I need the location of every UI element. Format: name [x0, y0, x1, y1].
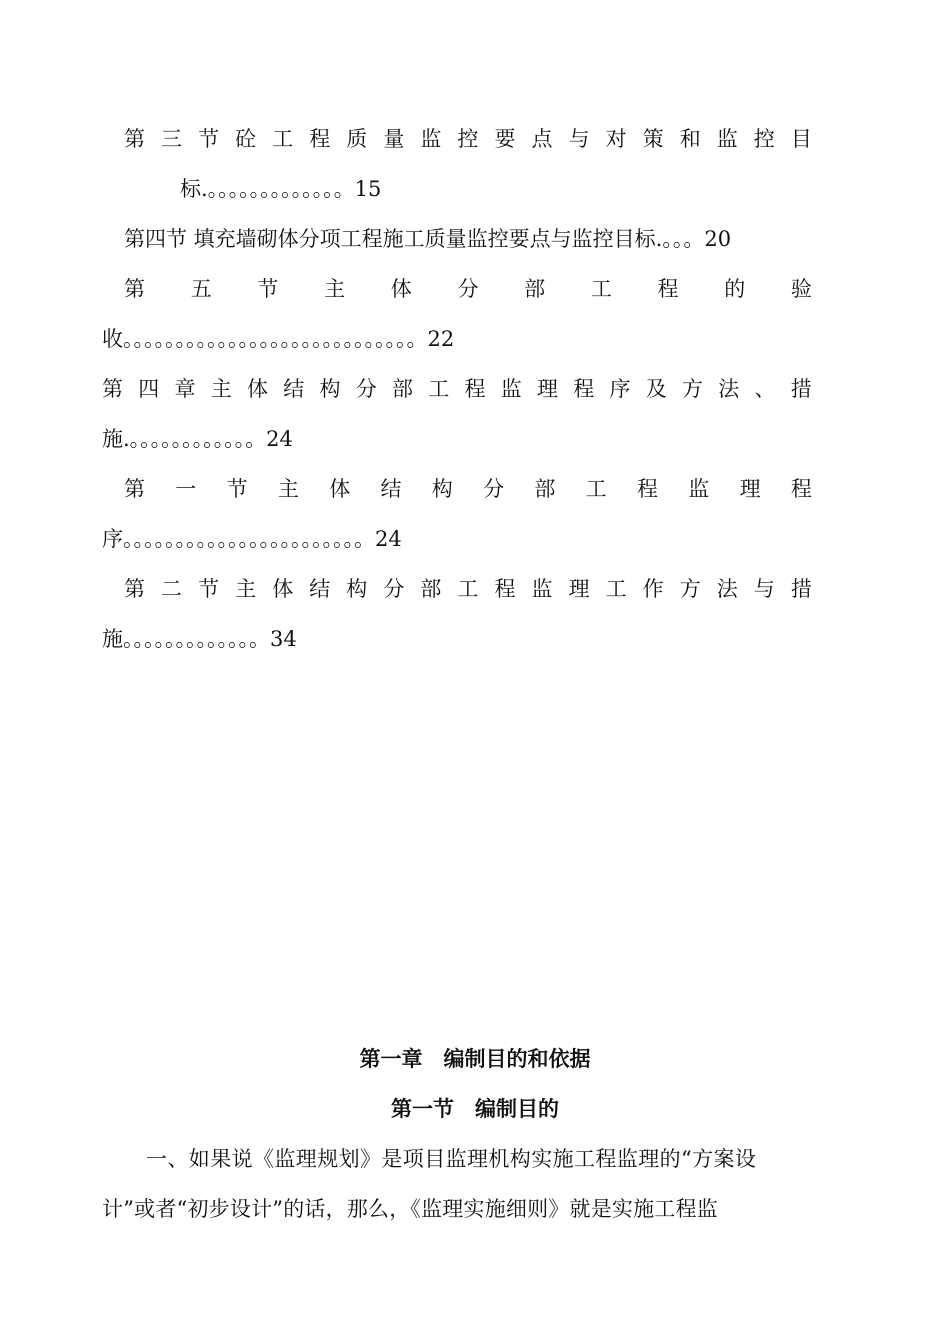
toc-ch4-sec2-line1 [124, 574, 812, 604]
chapter-title: 第一章 编制目的和依据 [359, 1047, 591, 1071]
toc-char: 理 [537, 377, 558, 401]
toc-char: 四 [138, 377, 160, 401]
toc-char: 构 [319, 377, 341, 401]
toc-char: 主 [277, 477, 299, 501]
toc-char: 体 [329, 477, 351, 501]
toc-char: 三 [161, 127, 183, 151]
toc-char: 章 [174, 377, 196, 401]
toc-char: 程 [309, 127, 331, 151]
toc-char: 与 [568, 127, 590, 151]
toc-char: 程 [494, 577, 516, 601]
toc-char: 节 [198, 127, 220, 151]
toc-char: 部 [534, 477, 556, 501]
toc-ch4-sec2-line2: 施。。。。。。。。。。。。。34 [102, 627, 297, 651]
toc-char: 分 [383, 577, 405, 601]
toc-char: 监 [716, 127, 738, 151]
toc-char: 程 [573, 377, 595, 401]
toc-char: 验 [790, 277, 812, 301]
toc-sec5-line1 [124, 274, 812, 304]
toc-char: 方 [682, 377, 703, 401]
toc-char: 程 [790, 477, 812, 501]
toc-ch4-sec1-line1 [124, 474, 812, 504]
toc-char: 部 [420, 577, 442, 601]
toc-char: 结 [309, 577, 331, 601]
toc-char: 工 [428, 377, 450, 401]
toc-char: 的 [724, 277, 746, 301]
toc-char: 理 [568, 577, 590, 601]
toc-sec4-line: 第四节 填充墙砌体分项工程施工质量监控要点与监控目标.。。。20 [124, 227, 732, 251]
toc-char: 监 [420, 127, 442, 151]
toc-char: 节 [226, 477, 248, 501]
toc-char: 理 [739, 477, 761, 501]
toc-char: 监 [500, 377, 522, 401]
toc-char: 量 [383, 127, 405, 151]
toc-char: 工 [605, 577, 627, 601]
toc-char: 结 [283, 377, 305, 401]
toc-char: 控 [753, 127, 775, 151]
toc-char: 二 [161, 577, 183, 601]
toc-char: 质 [346, 127, 368, 151]
toc-char: 点 [531, 127, 553, 151]
toc-char: 控 [457, 127, 479, 151]
toc-char: 第 [102, 377, 123, 401]
toc-char: 工 [457, 577, 479, 601]
toc-char: 分 [355, 377, 377, 401]
toc-char: 部 [524, 277, 546, 301]
toc-char: 构 [346, 577, 368, 601]
toc-ch4-line1 [102, 374, 812, 404]
toc-char: 分 [483, 477, 505, 501]
section-title: 第一节 编制目的 [391, 1097, 559, 1121]
toc-char: 监 [688, 477, 710, 501]
toc-sec5-line2: 收。。。。。。。。。。。。。。。。。。。。。。。。。。。。22 [102, 327, 455, 351]
toc-char: 体 [390, 277, 412, 301]
toc-char: 部 [392, 377, 413, 401]
toc-char: 、 [754, 377, 776, 401]
toc-char: 程 [636, 477, 658, 501]
body-paragraph-line1: 一、如果说《监理规划》是项目监理机构实施工程监理的“方案设 [146, 1147, 757, 1171]
toc-char: 与 [753, 577, 775, 601]
toc-char: 构 [431, 477, 453, 501]
toc-char: 策 [642, 127, 664, 151]
toc-char: 第 [124, 477, 145, 501]
toc-char: 程 [657, 277, 679, 301]
toc-char: 砼 [235, 127, 257, 151]
toc-char: 体 [247, 377, 268, 401]
toc-char: 主 [210, 377, 232, 401]
toc-char: 及 [645, 377, 667, 401]
toc-sec3-line1 [124, 124, 812, 154]
toc-char: 主 [235, 577, 257, 601]
toc-char: 监 [531, 577, 553, 601]
toc-char: 和 [679, 127, 701, 151]
toc-sec3-line2: 标.。。。。。。。。。。。。。15 [180, 177, 382, 201]
toc-char: 工 [272, 127, 294, 151]
toc-char: 目 [790, 127, 812, 151]
toc-char: 法 [716, 577, 738, 601]
toc-char: 法 [718, 377, 740, 401]
toc-char: 节 [257, 277, 279, 301]
toc-char: 第 [124, 577, 145, 601]
toc-char: 五 [190, 277, 212, 301]
toc-char: 第 [124, 277, 145, 301]
toc-char: 工 [590, 277, 612, 301]
toc-char: 分 [457, 277, 479, 301]
toc-char: 序 [609, 377, 631, 401]
toc-char: 工 [585, 477, 607, 501]
toc-char: 对 [605, 127, 627, 151]
toc-char: 体 [272, 577, 294, 601]
toc-char: 一 [175, 477, 197, 501]
toc-char: 措 [790, 577, 812, 601]
toc-ch4-sec1-line2: 序。。。。。。。。。。。。。。。。。。。。。。。24 [102, 527, 402, 551]
toc-char: 措 [790, 377, 812, 401]
toc-char: 程 [464, 377, 486, 401]
toc-char: 要 [494, 127, 516, 151]
body-paragraph-line2: 计”或者“初步设计”的话，那么，《监理实施细则》就是实施工程监 [102, 1197, 718, 1221]
toc-char: 主 [324, 277, 346, 301]
toc-ch4-line2: 施.。。。。。。。。。。。。24 [102, 427, 293, 451]
toc-char: 节 [198, 577, 220, 601]
toc-char: 第 [124, 127, 145, 151]
toc-char: 作 [642, 577, 664, 601]
toc-char: 结 [380, 477, 402, 501]
toc-char: 方 [679, 577, 701, 601]
